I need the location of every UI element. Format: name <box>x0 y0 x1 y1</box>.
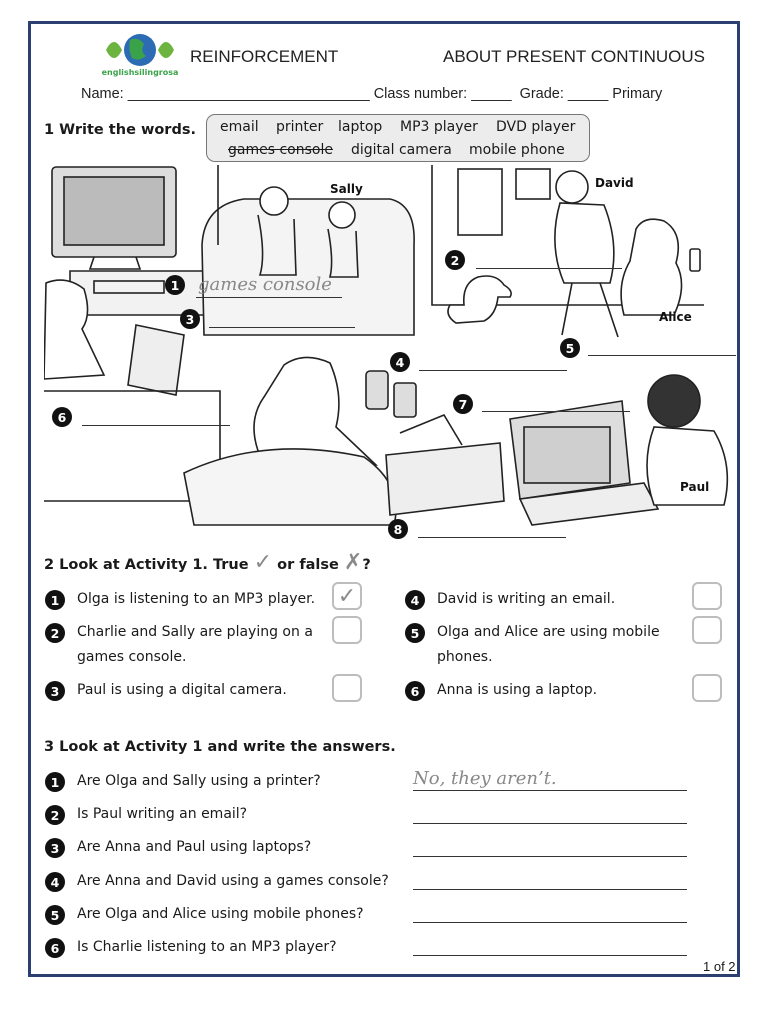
true-false-box[interactable] <box>332 616 362 644</box>
answer-line-7[interactable] <box>482 411 630 412</box>
activity2-title-prefix: 2 Look at Activity 1. True <box>44 557 249 573</box>
scene-number-2: 2 <box>445 250 465 270</box>
page-number: 1 of 2 <box>703 959 736 974</box>
item-number: 6 <box>405 681 425 701</box>
word-box <box>206 114 590 162</box>
statement-text: Paul is using a digital camera. <box>77 682 287 698</box>
question-text: Are Olga and Sally using a printer? <box>77 773 321 789</box>
activity2-title-suffix: ? <box>362 557 371 573</box>
answer-line-8[interactable] <box>418 537 566 538</box>
question-number: 2 <box>45 805 65 825</box>
answer-line-4[interactable] <box>419 370 567 371</box>
name-line: Name: ______________________________ Class number: _____ Grade: _____ Primary <box>81 86 663 102</box>
answer-line[interactable] <box>413 856 687 857</box>
question-text: Are Anna and David using a games console? <box>77 873 389 889</box>
answer-line-6[interactable] <box>82 425 230 426</box>
cross-icon: ✗ <box>343 550 363 575</box>
scene-number-7: 7 <box>453 394 473 414</box>
scene-number-8: 8 <box>388 519 408 539</box>
question-text: Are Olga and Alice using mobile phones? <box>77 906 364 922</box>
word: MP3 player <box>400 119 478 135</box>
mp3-shape <box>366 371 388 409</box>
answer-line[interactable] <box>413 922 687 923</box>
item-number: 2 <box>45 623 65 643</box>
answer-text: No, they aren’t. <box>413 768 557 789</box>
label-sally: Sally <box>330 182 363 196</box>
answer-line[interactable] <box>413 790 687 791</box>
question-number: 3 <box>45 838 65 858</box>
true-false-box[interactable] <box>332 674 362 702</box>
question-text: Is Paul writing an email? <box>77 806 248 822</box>
worksheet-topic: ABOUT PRESENT CONTINUOUS <box>443 47 705 66</box>
question-text: Is Charlie listening to an MP3 player? <box>77 939 337 955</box>
word: laptop <box>338 119 383 135</box>
item-number: 3 <box>45 681 65 701</box>
statement-text: Anna is using a laptop. <box>437 682 598 698</box>
item-number: 4 <box>405 590 425 610</box>
true-false-box[interactable] <box>692 674 722 702</box>
word-crossed: games console <box>228 142 333 158</box>
logo-text: englishsilingrosa <box>101 68 179 77</box>
statement-text: Charlie and Sally are playing on a games console. <box>77 624 313 665</box>
statement-text: Olga and Alice are using mobile phones. <box>437 624 660 665</box>
question-number: 1 <box>45 772 65 792</box>
question-number: 4 <box>45 872 65 892</box>
question-number: 6 <box>45 938 65 958</box>
true-false-box[interactable]: ✓ <box>332 582 362 610</box>
scene-number-4: 4 <box>390 352 410 372</box>
item-number: 1 <box>45 590 65 610</box>
answer-line-1 <box>196 297 342 298</box>
statement-text: David is writing an email. <box>437 591 616 607</box>
label-paul: Paul <box>680 480 710 494</box>
question-number: 5 <box>45 905 65 925</box>
true-false-box[interactable] <box>692 616 722 644</box>
activity1-title: 1 Write the words. <box>44 122 196 138</box>
answer-line[interactable] <box>413 823 687 824</box>
scene-number-5: 5 <box>560 338 580 358</box>
activity2-title-mid: or false <box>277 557 339 573</box>
scene-illustration <box>44 165 740 530</box>
scene-number-6: 6 <box>52 407 72 427</box>
word: digital camera <box>351 142 452 158</box>
worksheet-type: REINFORCEMENT <box>190 47 339 66</box>
scene-number-3: 3 <box>180 309 200 329</box>
label-alice: Alice <box>659 310 692 324</box>
example-answer: games console <box>198 274 332 295</box>
answer-line-2[interactable] <box>476 268 622 269</box>
label-david: David <box>595 176 634 190</box>
answer-line[interactable] <box>413 955 687 956</box>
answer-line-5[interactable] <box>588 355 736 356</box>
word: printer <box>276 119 324 135</box>
statement-text: Olga is listening to an MP3 player. <box>77 591 316 607</box>
answer-line-3[interactable] <box>209 327 355 328</box>
activity3-title: 3 Look at Activity 1 and write the answers. <box>44 739 396 755</box>
activity2-title <box>44 550 371 575</box>
word: mobile phone <box>469 142 565 158</box>
scene-number-1: 1 <box>165 275 185 295</box>
tick-icon: ✓ <box>253 550 273 575</box>
logo <box>100 30 180 80</box>
word: email <box>220 119 259 135</box>
word: DVD player <box>496 119 576 135</box>
item-number: 5 <box>405 623 425 643</box>
true-false-box[interactable] <box>692 582 722 610</box>
answer-line[interactable] <box>413 889 687 890</box>
question-text: Are Anna and Paul using laptops? <box>77 839 312 855</box>
